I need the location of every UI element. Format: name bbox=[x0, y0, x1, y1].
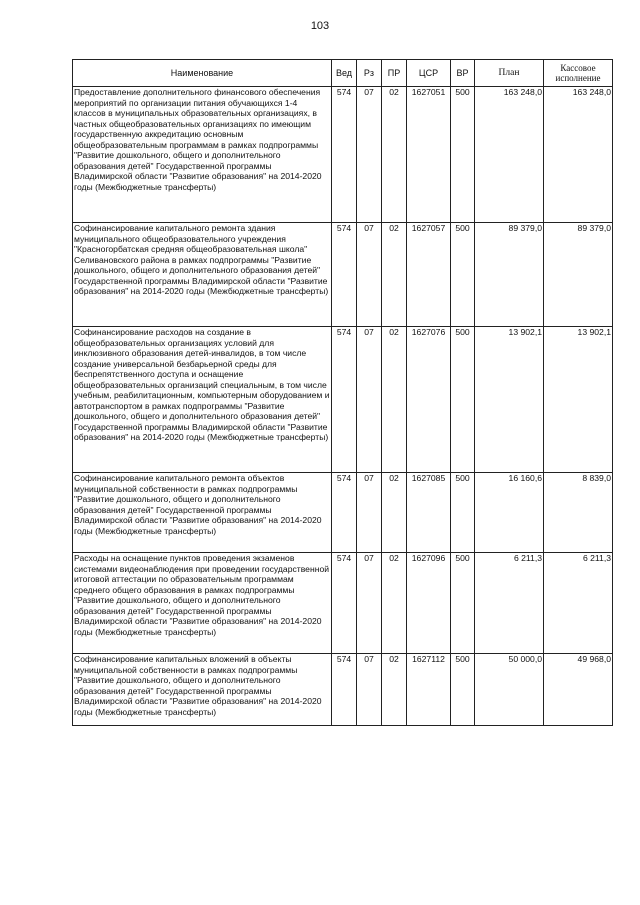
cell-pr: 02 bbox=[382, 223, 407, 327]
header-plan: План bbox=[475, 60, 544, 87]
cell-name: Софинансирование расходов на создание в общеобразовательных организациях условий для инклюзивного образования детей-инвалидов, в том числе создание универсальной безбарьерной среды для беспрепятственного доступа и оснащение общеобразовательных организаций специальным, в том числе учебным, реабилитационным, компьютерным оборудованием и автотранспортом в рамках подпрограммы "Развитие дошкольного, общего и дополнительного образования детей" Государственной программы Владимирской области "Развитие образования" на 2014-2020 годы (Межбюджетные трансферты) bbox=[73, 327, 332, 473]
cell-rz: 07 bbox=[357, 87, 382, 223]
table-row bbox=[73, 654, 613, 726]
cell-csr: 1627057 bbox=[407, 223, 451, 327]
cell-csr: 1627096 bbox=[407, 553, 451, 654]
table-row bbox=[73, 223, 613, 327]
cell-vr: 500 bbox=[451, 223, 475, 327]
cell-vr: 500 bbox=[451, 327, 475, 473]
header-name: Наименование bbox=[73, 60, 332, 87]
header-cash: Кассовое исполнение bbox=[544, 60, 613, 87]
cell-name: Софинансирование капитального ремонта здания муниципального общеобразовательного учреждения "Красногорбатская средняя общеобразовательная школа" Селивановского района в рамках подпрограммы "Развитие дошкольного, общего и дополнительного образования детей" Государственной программы Владимирской области "Развитие образования" на 2014-2020 годы (Межбюджетные трансферты) bbox=[73, 223, 332, 327]
cell-vr: 500 bbox=[451, 654, 475, 726]
cell-ved: 574 bbox=[332, 87, 357, 223]
cell-ved: 574 bbox=[332, 473, 357, 553]
cell-rz: 07 bbox=[357, 654, 382, 726]
cell-pr: 02 bbox=[382, 654, 407, 726]
cell-plan: 6 211,3 bbox=[475, 553, 544, 654]
cell-csr: 1627085 bbox=[407, 473, 451, 553]
table-row bbox=[73, 327, 613, 473]
cell-cash: 6 211,3 bbox=[544, 553, 613, 654]
cell-cash: 49 968,0 bbox=[544, 654, 613, 726]
cell-vr: 500 bbox=[451, 473, 475, 553]
cell-vr: 500 bbox=[451, 553, 475, 654]
cell-ved: 574 bbox=[332, 327, 357, 473]
header-ved: Вед bbox=[332, 60, 357, 87]
budget-table bbox=[72, 59, 613, 726]
cell-name: Софинансирование капитальных вложений в объекты муниципальной собственности в рамках подпрограммы "Развитие дошкольного, общего и дополнительного образования детей" Государственной программы Владимирской области "Развитие образования" на 2014-2020 годы (Межбюджетные трансферты) bbox=[73, 654, 332, 726]
cell-pr: 02 bbox=[382, 473, 407, 553]
cell-cash: 163 248,0 bbox=[544, 87, 613, 223]
cell-ved: 574 bbox=[332, 223, 357, 327]
cell-plan: 13 902,1 bbox=[475, 327, 544, 473]
cell-rz: 07 bbox=[357, 327, 382, 473]
header-csr: ЦСР bbox=[407, 60, 451, 87]
cell-rz: 07 bbox=[357, 223, 382, 327]
cell-plan: 163 248,0 bbox=[475, 87, 544, 223]
header-vr: ВР bbox=[451, 60, 475, 87]
table-row bbox=[73, 553, 613, 654]
cell-ved: 574 bbox=[332, 553, 357, 654]
table-row bbox=[73, 473, 613, 553]
cell-plan: 89 379,0 bbox=[475, 223, 544, 327]
cell-ved: 574 bbox=[332, 654, 357, 726]
cell-rz: 07 bbox=[357, 553, 382, 654]
cell-csr: 1627076 bbox=[407, 327, 451, 473]
cell-name: Софинансирование капитального ремонта объектов муниципальной собственности в рамках подпрограммы "Развитие дошкольного, общего и дополнительного образования детей" Государственной программы Владимирской области "Развитие образования" на 2014-2020 годы (Межбюджетные трансферты) bbox=[73, 473, 332, 553]
cell-csr: 1627051 bbox=[407, 87, 451, 223]
header-pr: ПР bbox=[382, 60, 407, 87]
cell-vr: 500 bbox=[451, 87, 475, 223]
header-rz: Рз bbox=[357, 60, 382, 87]
cell-cash: 8 839,0 bbox=[544, 473, 613, 553]
cell-plan: 50 000,0 bbox=[475, 654, 544, 726]
header-row bbox=[73, 60, 613, 87]
cell-cash: 13 902,1 bbox=[544, 327, 613, 473]
cell-pr: 02 bbox=[382, 553, 407, 654]
cell-pr: 02 bbox=[382, 327, 407, 473]
cell-csr: 1627112 bbox=[407, 654, 451, 726]
cell-rz: 07 bbox=[357, 473, 382, 553]
page-number: 103 bbox=[310, 20, 330, 32]
cell-plan: 16 160,6 bbox=[475, 473, 544, 553]
cell-name: Расходы на оснащение пунктов проведения экзаменов системами видеонаблюдения при проведении государственной итоговой аттестации по образовательным программам среднего общего образования в рамках подпрограммы "Развитие дошкольного, общего и дополнительного образования детей" Государственной программы Владимирской области "Развитие образования" на 2014-2020 годы (Межбюджетные трансферты) bbox=[73, 553, 332, 654]
cell-cash: 89 379,0 bbox=[544, 223, 613, 327]
table-row bbox=[73, 87, 613, 223]
cell-name: Предоставление дополнительного финансового обеспечения мероприятий по организации питания обучающихся 1-4 классов в муниципальных образовательных организациях, в частных общеобразовательных организациях по имеющим государственную аккредитацию основным общеобразовательным программам в рамках подпрограммы "Развитие дошкольного, общего и дополнительного образования детей" Государственной программы Владимирской области "Развитие образования" на 2014-2020 годы (Межбюджетные трансферты) bbox=[73, 87, 332, 223]
cell-pr: 02 bbox=[382, 87, 407, 223]
